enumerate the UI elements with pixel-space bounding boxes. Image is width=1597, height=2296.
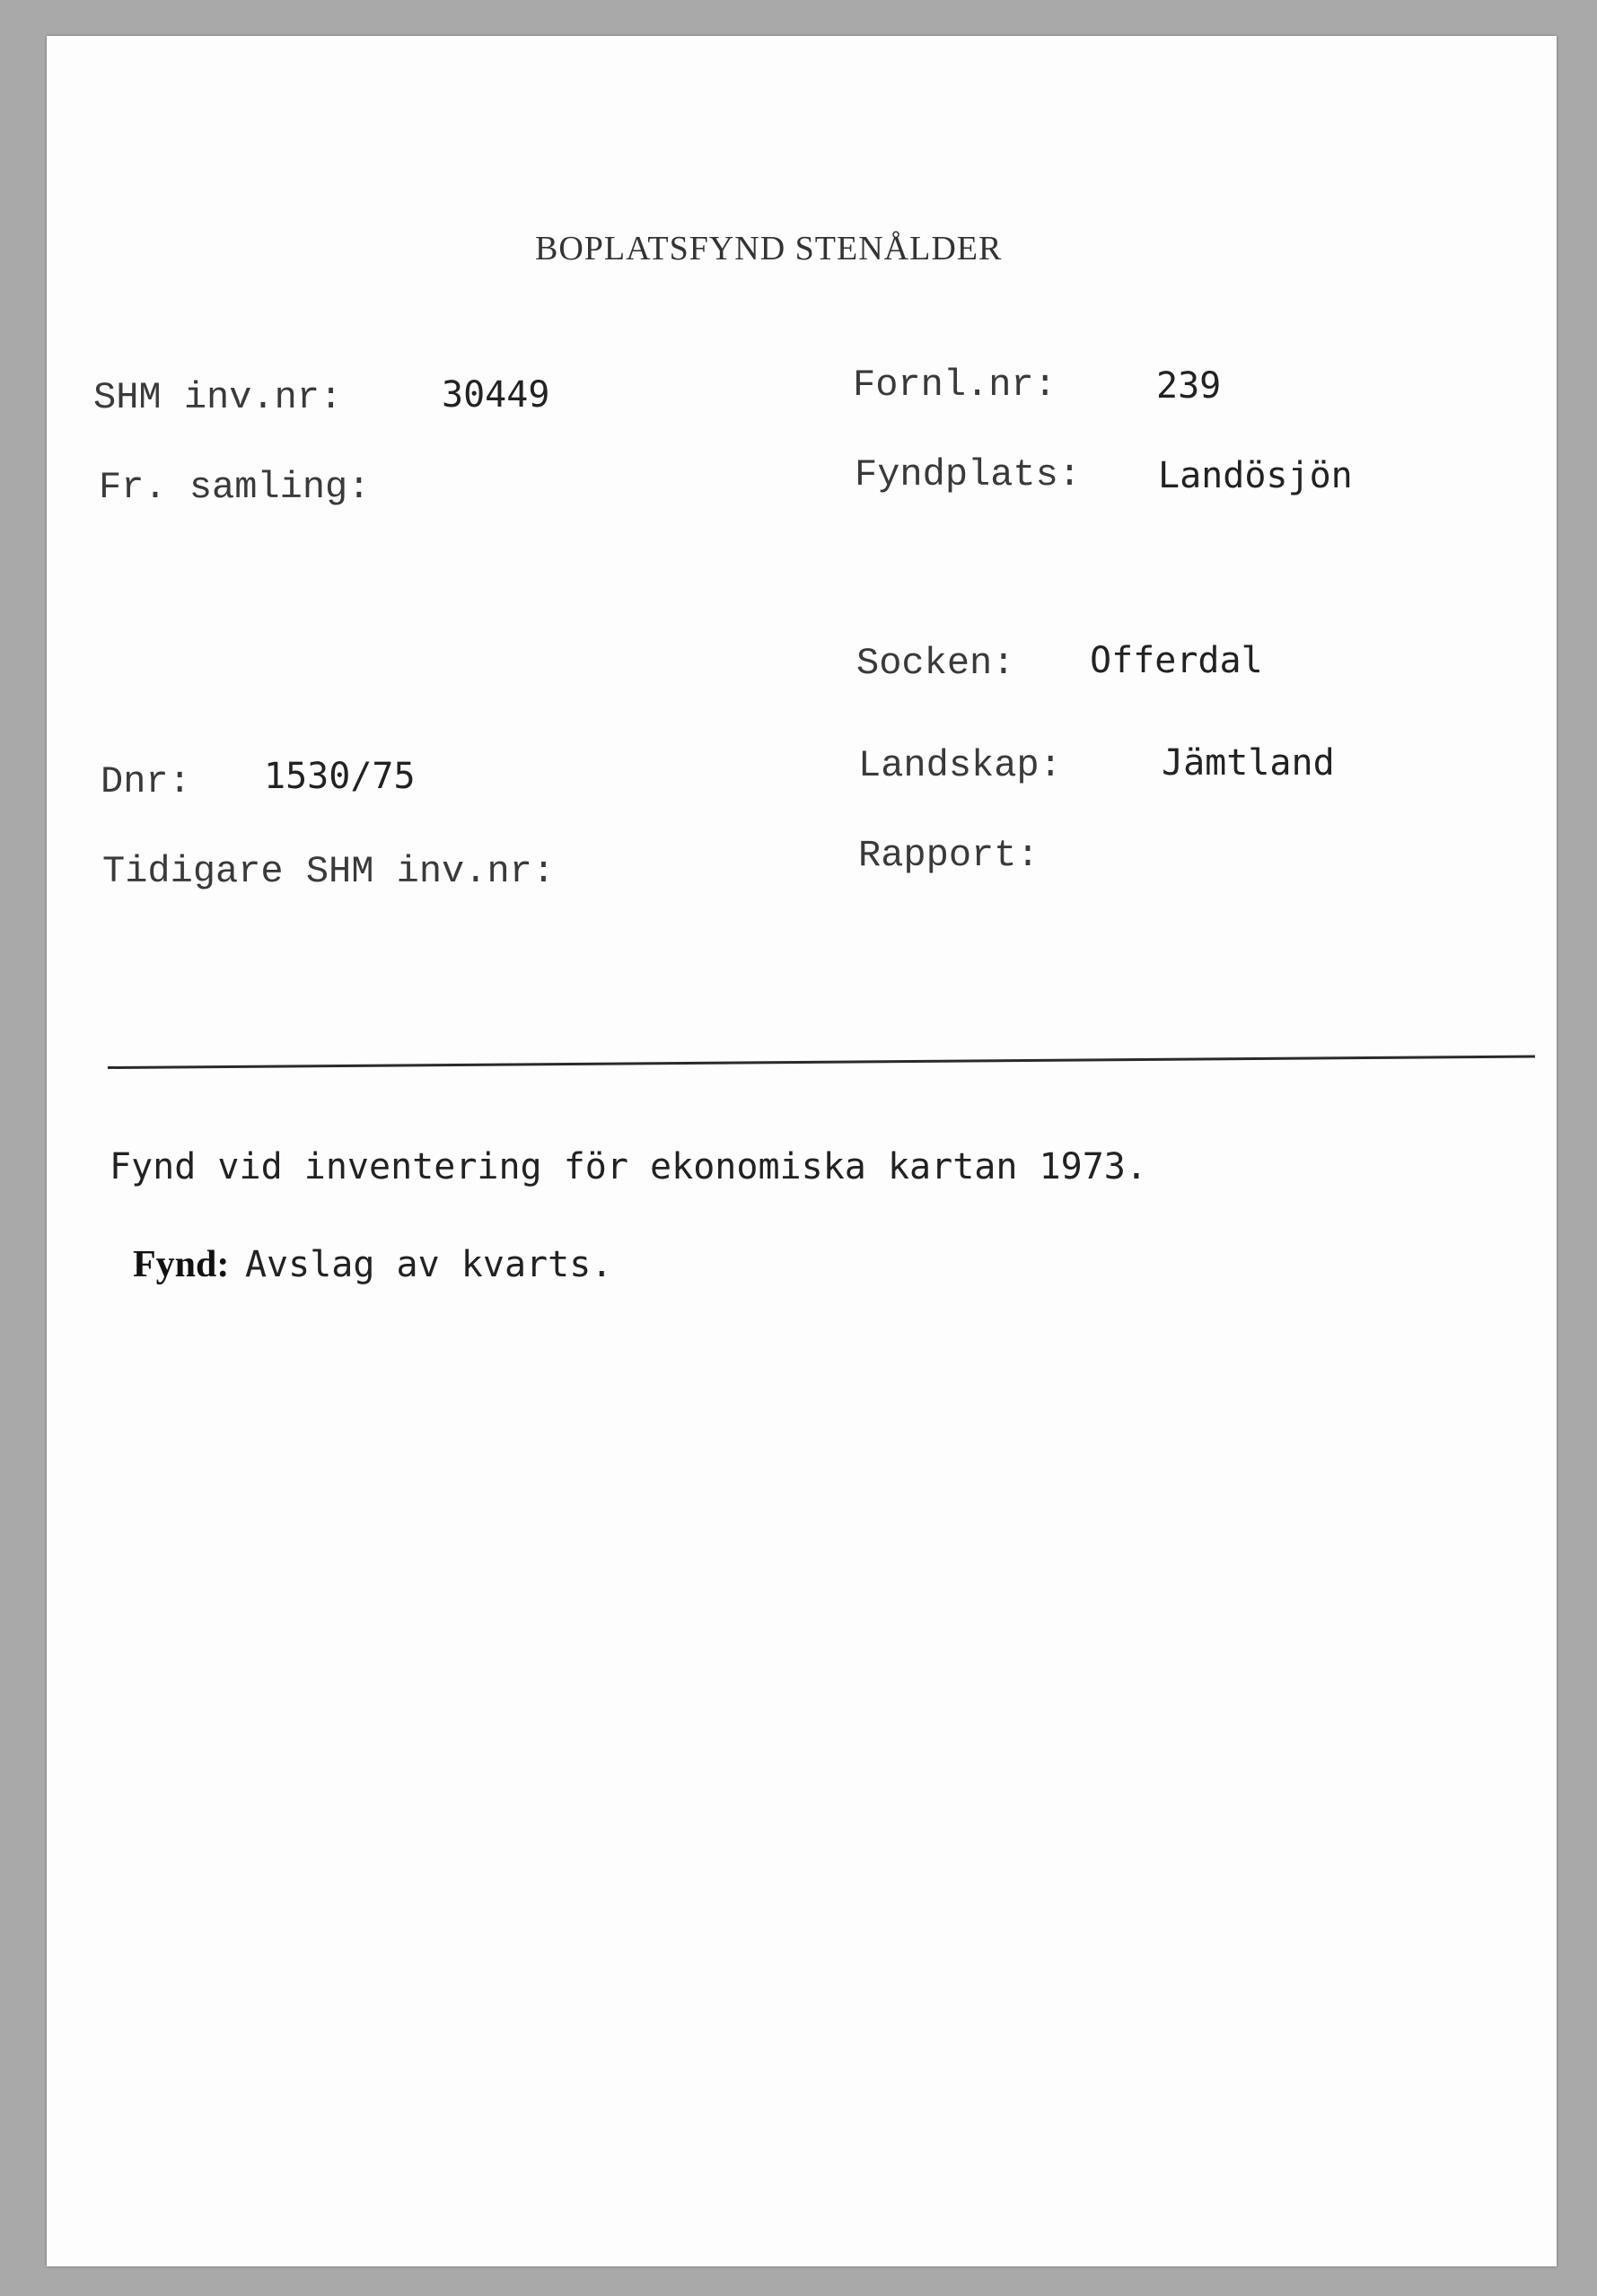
tidigare-shm-label: Tidigare SHM inv.nr: [102, 850, 556, 893]
fr-samling-label: Fr. samling: [99, 466, 371, 509]
landskap-label: Landskap: [858, 744, 1062, 787]
shm-inv-value: 30449 [442, 374, 550, 416]
card-title: BOPLATSFYND STENÅLDER [535, 230, 1003, 267]
shm-inv-label: SHM inv.nr: [93, 376, 343, 419]
socken-label: Socken: [856, 642, 1015, 685]
fynd-label: Fynd: [133, 1244, 230, 1285]
index-card [47, 36, 1557, 2266]
dnr-label: Dnr: [101, 760, 191, 803]
fyndplats-label: Fyndplats: [855, 453, 1082, 496]
fynd-value: Avslag av kvarts. [244, 1244, 613, 1285]
fornl-label: Fornl.nr: [853, 364, 1057, 407]
fyndplats-value: Landösjön [1158, 455, 1353, 496]
fornl-value: 239 [1156, 365, 1222, 407]
fynd-line [133, 1246, 612, 1284]
body-line-1: Fynd vid inventering för ekonomiska kartan 1973. [110, 1146, 1147, 1187]
rapport-label: Rapport: [858, 834, 1040, 877]
divider-line [108, 1056, 1535, 1069]
landskap-value: Jämtland [1162, 742, 1335, 784]
socken-value: Offerdal [1090, 640, 1263, 681]
dnr-value: 1530/75 [264, 756, 416, 797]
